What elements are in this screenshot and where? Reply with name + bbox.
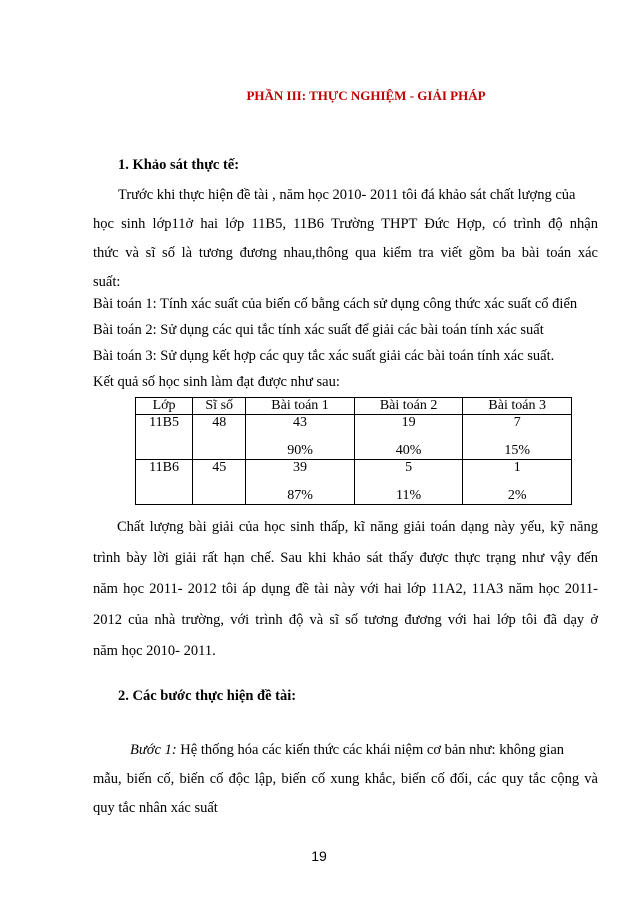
count-value: 43	[293, 415, 308, 430]
count-value: 19	[401, 415, 416, 430]
cell-size	[193, 415, 246, 460]
step-1-first-line	[93, 736, 598, 765]
step-1-label: Bước 1:	[130, 742, 177, 758]
conclusion-line: Chất lượng bài giải của học sinh thấp, kĩ năng giải toán dạng này yếu, kỹ năng	[117, 519, 598, 535]
table-header-row	[136, 398, 572, 415]
cell-p1	[246, 460, 355, 505]
conclusion-line: năm học 2011- 2012 tôi áp dụng đề tài này với hai lớp 11A2, 11A3 năm học 2011-	[93, 581, 598, 597]
count-value: 5	[405, 460, 413, 475]
count-value: 7	[513, 415, 521, 430]
percent-value: 11%	[396, 488, 422, 503]
size-value: 48	[212, 415, 227, 430]
size-value: 45	[212, 460, 227, 475]
section-2-heading: 2. Các bước thực hiện đề tài:	[118, 688, 297, 704]
results-table	[135, 397, 572, 505]
class-value: 11B6	[149, 460, 179, 475]
section-1-intro	[93, 181, 598, 297]
result-intro: Kết quả số học sinh làm đạt được như sau:	[93, 374, 340, 390]
step-1-text: Hệ thống hóa các kiến thức các khái niệm cơ bản như: không gian	[176, 742, 565, 758]
intro-line: học sinh lớp11ở hai lớp 11B5, 11B6 Trường THPT Đức Hợp, có trình độ nhận	[93, 216, 598, 232]
percent-value: 90%	[287, 443, 313, 458]
step-1-line: quy tắc nhân xác suất	[93, 800, 218, 816]
header-problem-2: Bài toán 2	[354, 398, 463, 415]
intro-line: thức và sĩ số là tương đương nhau,thông qua kiểm tra viết gồm ba bài toán xác	[93, 245, 598, 261]
header-class: Lớp	[136, 398, 193, 415]
cell-p2	[354, 460, 463, 505]
cell-p3	[463, 415, 572, 460]
problem-2: Bài toán 2: Sử dụng các qui tắc tính xác suất để giải các bài toán tính xác suất	[93, 322, 544, 338]
problem-3: Bài toán 3: Sử dụng kết hợp các quy tắc xác suất giải các bài toán tính xác suất.	[93, 348, 555, 364]
cell-p2	[354, 415, 463, 460]
percent-value: 2%	[507, 488, 527, 503]
header-problem-3: Bài toán 3	[463, 398, 572, 415]
table-row	[136, 460, 572, 505]
intro-line: Trước khi thực hiện đề tài , năm học 2010- 2011 tôi đá khảo sát chất lượng của	[118, 187, 576, 203]
cell-p1	[246, 415, 355, 460]
intro-line: suất:	[93, 274, 121, 290]
page-number: 19	[311, 848, 327, 864]
problem-1: Bài toán 1: Tính xác suất của biến cố bằng cách sử dụng công thức xác suất cổ điển	[93, 296, 578, 312]
class-value: 11B5	[149, 415, 179, 430]
conclusion-line: năm học 2010- 2011.	[93, 643, 216, 659]
step-1-paragraph	[93, 736, 598, 823]
conclusion-line: 2012 của nhà trường, với trình độ và sĩ số tương đương với hai lớp tôi đã dạy ở	[93, 612, 598, 628]
section-1-heading: 1. Khảo sát thực tế:	[118, 157, 240, 173]
percent-value: 87%	[287, 488, 313, 503]
conclusion-line: trình bày lời giải rất hạn chế. Sau khi khảo sát thấy được thực trạng như vậy đến	[93, 550, 598, 566]
header-size: Sĩ số	[193, 398, 246, 415]
percent-value: 15%	[504, 443, 531, 458]
cell-class	[136, 415, 193, 460]
percent-value: 40%	[395, 443, 422, 458]
count-value: 1	[513, 460, 521, 475]
count-value: 39	[293, 460, 308, 475]
section-1-conclusion	[93, 512, 598, 667]
table-row	[136, 415, 572, 460]
page-title: PHẦN III: THỰC NGHIỆM - GIẢI PHÁP	[246, 88, 486, 103]
cell-class	[136, 460, 193, 505]
step-1-line: mẫu, biến cố, biến cố độc lập, biến cố xung khắc, biến cố đối, các quy tắc cộng và	[93, 771, 598, 787]
cell-size	[193, 460, 246, 505]
header-problem-1: Bài toán 1	[246, 398, 355, 415]
cell-p3	[463, 460, 572, 505]
